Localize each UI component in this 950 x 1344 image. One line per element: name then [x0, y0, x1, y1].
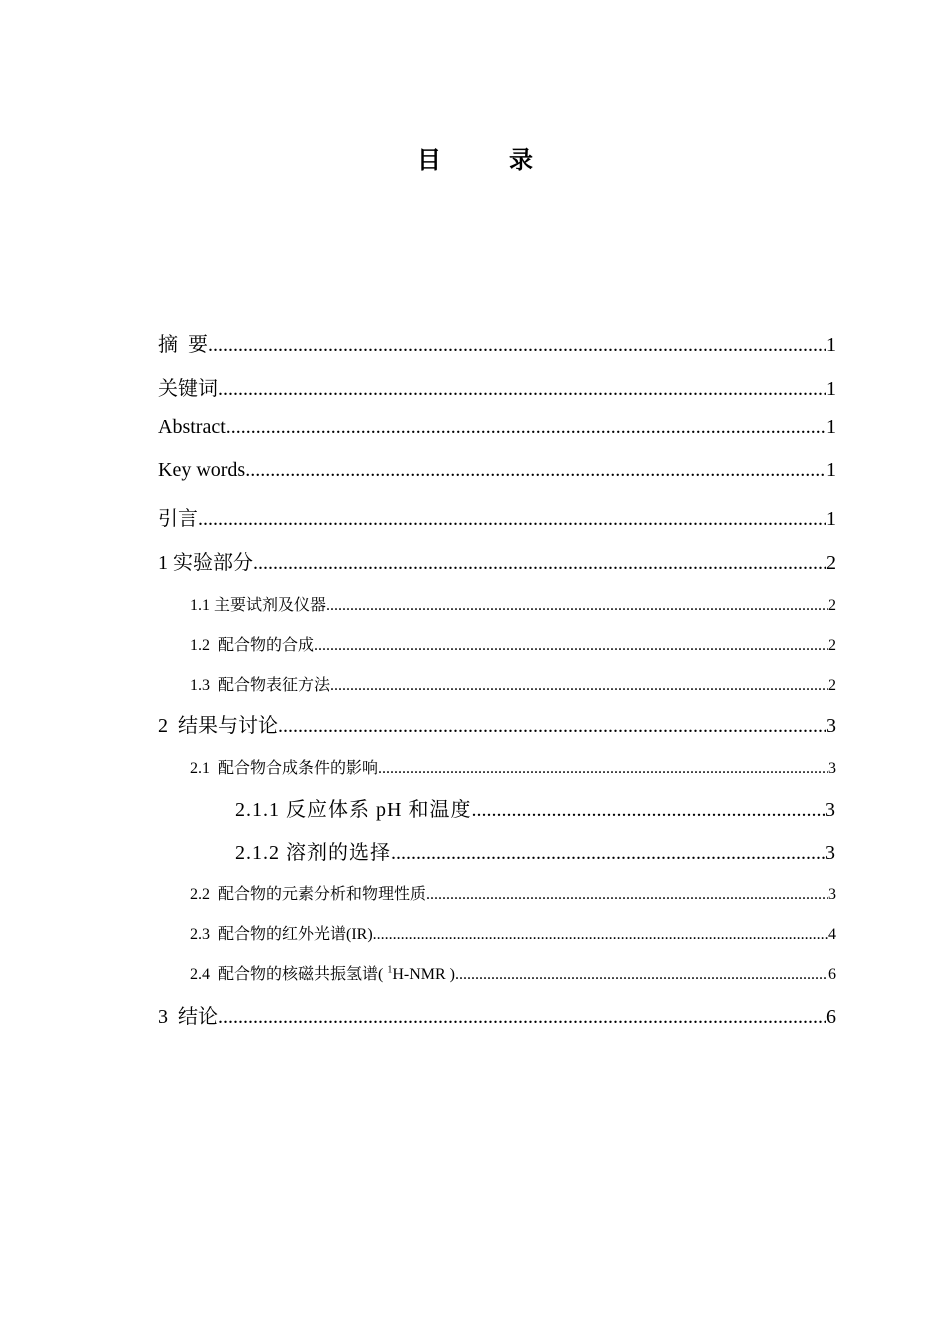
- toc-entry-label: 2.3 配合物的红外光谱(IR): [190, 926, 373, 943]
- toc-entry-keywords-en[interactable]: [158, 459, 836, 482]
- toc-entry-section-1-2[interactable]: [158, 632, 836, 655]
- dot-leader: [226, 416, 826, 439]
- toc-entry-section-1-1[interactable]: [158, 592, 836, 615]
- toc-entry-section-1[interactable]: [158, 546, 836, 575]
- dot-leader: [218, 378, 826, 401]
- toc-page-number: 1: [826, 459, 836, 481]
- dot-leader: [314, 637, 828, 655]
- dot-leader: [326, 597, 828, 615]
- toc-entry-label: 引言: [158, 508, 198, 530]
- toc-page-number: 2: [828, 677, 836, 694]
- toc-entry-section-2[interactable]: [158, 709, 836, 738]
- dot-leader: [208, 334, 826, 357]
- toc-entry-section-1-3[interactable]: [158, 672, 836, 695]
- toc-page-number: 6: [826, 1006, 836, 1028]
- toc-entry-section-2-1[interactable]: [158, 755, 836, 778]
- toc-page-number: 2: [828, 637, 836, 654]
- toc-entry-section-2-1-1[interactable]: [158, 793, 836, 822]
- toc-page-number: 2: [826, 552, 836, 574]
- toc-entry-abstract-cn[interactable]: [158, 328, 836, 357]
- dot-leader: [455, 966, 828, 984]
- toc-entry-label: 摘 要: [158, 334, 208, 356]
- dot-leader: [330, 677, 828, 695]
- toc-entry-label: 2.1.1 反应体系 pH 和温度: [235, 799, 472, 821]
- toc-page-number: 3: [828, 760, 836, 777]
- toc-page-number: 1: [826, 508, 836, 530]
- dot-leader: [391, 842, 825, 865]
- toc-entry-section-2-4[interactable]: [158, 961, 836, 984]
- toc-page-number: 3: [826, 715, 836, 737]
- toc-entry-keywords-cn[interactable]: [158, 372, 836, 401]
- toc-page-number: 1: [826, 378, 836, 400]
- toc-page-number: 3: [825, 842, 836, 864]
- toc-entry-label: 2 结果与讨论: [158, 715, 278, 737]
- toc-title: 目 录: [417, 148, 555, 174]
- toc-entry-label: 1.2 配合物的合成: [190, 637, 315, 654]
- toc-page-number: 2: [828, 597, 836, 614]
- dot-leader: [426, 886, 828, 904]
- toc-page-number: 3: [825, 799, 836, 821]
- dot-leader: [471, 799, 825, 822]
- toc-entry-section-3[interactable]: [158, 1000, 836, 1029]
- dot-leader: [218, 1006, 826, 1029]
- toc-page-number: 6: [828, 966, 836, 983]
- toc-entry-label: 2.1 配合物合成条件的影响: [190, 760, 379, 777]
- toc-entry-abstract-en[interactable]: [158, 416, 836, 439]
- superscript-mass-number: 1: [387, 964, 393, 976]
- toc-page-number: 1: [826, 416, 836, 438]
- toc-entry-label: 2.1.2 溶剂的选择: [235, 842, 391, 864]
- toc-page-number: 1: [826, 334, 836, 356]
- dot-leader: [253, 552, 826, 575]
- dot-leader: [378, 760, 828, 778]
- toc-entry-label-tail: H-NMR ): [392, 966, 456, 983]
- toc-entry-label-main: 2.4 配合物的核磁共振氢谱(: [190, 966, 388, 983]
- dot-leader: [245, 459, 826, 482]
- dot-leader: [278, 715, 826, 738]
- dot-leader: [373, 926, 828, 944]
- toc-entry-section-2-3[interactable]: [158, 921, 836, 944]
- toc-entry-section-2-2[interactable]: [158, 881, 836, 904]
- toc-entry-label: Abstract: [158, 416, 226, 438]
- toc-entry-label: 1 实验部分: [158, 552, 253, 574]
- toc-entry-label: 关键词: [158, 378, 218, 400]
- dot-leader: [198, 508, 826, 531]
- toc-entry-label: [190, 961, 455, 984]
- toc-page-number: 3: [828, 886, 836, 903]
- toc-entry-introduction[interactable]: [158, 502, 836, 531]
- toc-entry-label: 1.3 配合物表征方法: [190, 677, 331, 694]
- toc-entry-label: 1.1 主要试剂及仪器: [190, 597, 327, 614]
- toc-entry-label: Key words: [158, 459, 246, 481]
- toc-entry-section-2-1-2[interactable]: [158, 836, 836, 865]
- toc-page-number: 4: [828, 926, 836, 943]
- toc-entry-label: 2.2 配合物的元素分析和物理性质: [190, 886, 427, 903]
- toc-entry-label: 3 结论: [158, 1006, 218, 1028]
